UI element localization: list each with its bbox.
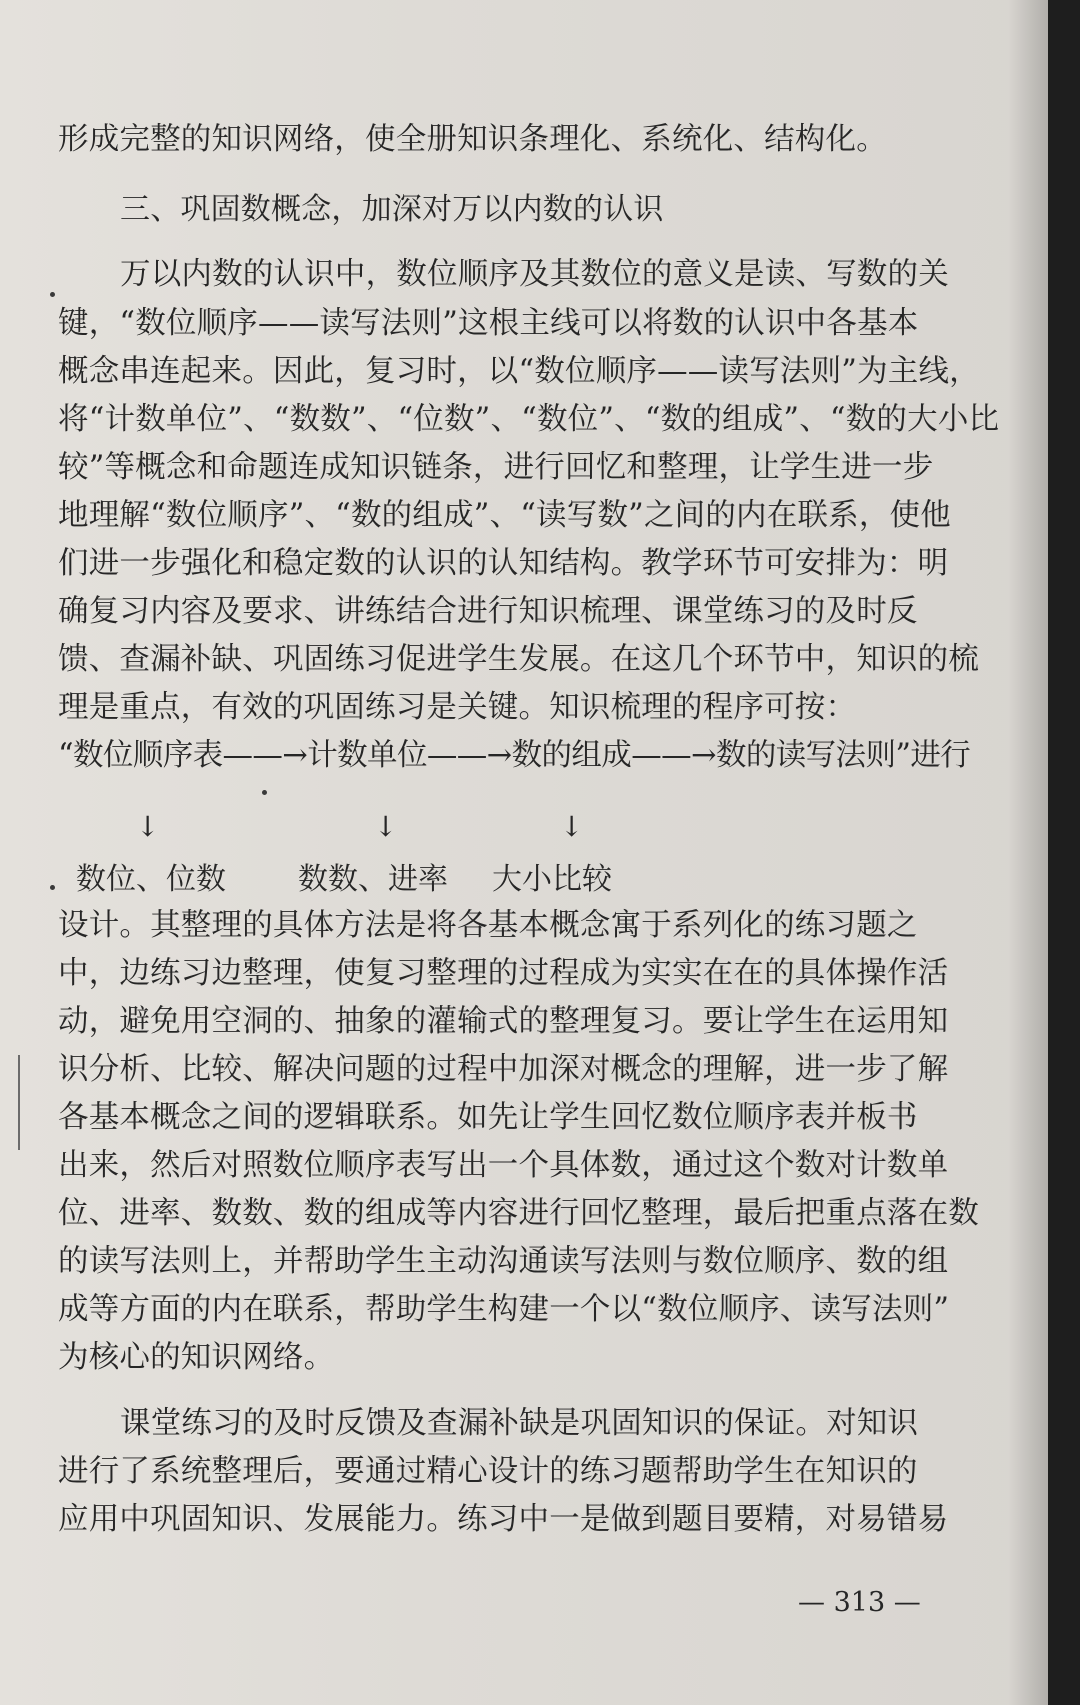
down-arrow-icon: ↓ — [374, 810, 398, 843]
paper-speck — [262, 790, 267, 795]
body-line: 形成完整的知识网络，使全册知识条理化、系统化、结构化。 — [58, 122, 887, 157]
margin-pencil-mark — [18, 1055, 20, 1150]
body-line: 为核心的知识网络。 — [58, 1340, 335, 1375]
body-line: 进行了系统整理后，要通过精心设计的练习题帮助学生在知识的 — [58, 1454, 918, 1489]
down-arrow-icon: ↓ — [560, 810, 584, 843]
page-edge-shadow — [1008, 0, 1048, 1705]
body-line: 确复习内容及要求、讲练结合进行知识梳理、课堂练习的及时反 — [58, 594, 918, 629]
body-line: 各基本概念之间的逻辑联系。如先让学生回忆数位顺序表并板书 — [58, 1100, 918, 1135]
down-arrow-icon: ↓ — [136, 810, 160, 843]
flow-line: “数位顺序表——→计数单位——→数的组成——→数的读写法则”进行 — [58, 738, 971, 773]
body-line: 出来，然后对照数位顺序表写出一个具体数，通过这个数对计数单 — [58, 1148, 949, 1183]
body-line: 们进一步强化和稳定数的认识的认知结构。教学环节可安排为：明 — [58, 546, 949, 581]
body-line: 设计。其整理的具体方法是将各基本概念寓于系列化的练习题之 — [58, 908, 918, 943]
body-line: 成等方面的内在联系，帮助学生构建一个以“数位顺序、读写法则” — [58, 1292, 950, 1327]
flow-sub-label: 大小比较 — [492, 862, 612, 897]
body-line: 中，边练习边整理，使复习整理的过程成为实实在在的具体操作活 — [58, 956, 949, 991]
page-number: — 313 — — [798, 1587, 921, 1618]
body-line: 键，“数位顺序——读写法则”这根主线可以将数的认识中各基本 — [58, 306, 919, 341]
paper-speck — [50, 885, 55, 890]
body-line: 将“计数单位”、“数数”、“位数”、“数位”、“数的组成”、“数的大小比 — [58, 402, 1000, 437]
body-line: 课堂练习的及时反馈及查漏补缺是巩固知识的保证。对知识 — [120, 1406, 919, 1441]
body-line: 识分析、比较、解决问题的过程中加深对概念的理解，进一步了解 — [58, 1052, 949, 1087]
body-line: 位、进率、数数、数的组成等内容进行回忆整理，最后把重点落在数 — [58, 1196, 979, 1231]
body-line: 动，避免用空洞的、抽象的灌输式的整理复习。要让学生在运用知 — [58, 1004, 949, 1039]
flow-sub-label: 数位、位数 — [76, 862, 226, 897]
paper-speck — [50, 292, 55, 297]
body-line: 馈、查漏补缺、巩固练习促进学生发展。在这几个环节中，知识的梳 — [58, 642, 979, 677]
body-line: 地理解“数位顺序”、“数的组成”、“读写数”之间的内在联系，使他 — [58, 498, 951, 533]
body-line: 的读写法则上，并帮助学生主动沟通读写法则与数位顺序、数的组 — [58, 1244, 949, 1279]
body-line: 万以内数的认识中，数位顺序及其数位的意义是读、写数的关 — [120, 257, 949, 292]
body-line: 概念串连起来。因此，复习时，以“数位顺序——读写法则”为主线， — [58, 354, 980, 389]
flow-sub-label: 数数、进率 — [298, 862, 448, 897]
section-heading: 三、巩固数概念，加深对万以内数的认识 — [120, 192, 664, 227]
body-line: 应用中巩固知识、发展能力。练习中一是做到题目要精，对易错易 — [58, 1502, 949, 1537]
body-line: 较”等概念和命题连成知识链条，进行回忆和整理，让学生进一步 — [58, 450, 934, 485]
body-line: 理是重点，有效的巩固练习是关键。知识梳理的程序可按： — [58, 690, 857, 725]
